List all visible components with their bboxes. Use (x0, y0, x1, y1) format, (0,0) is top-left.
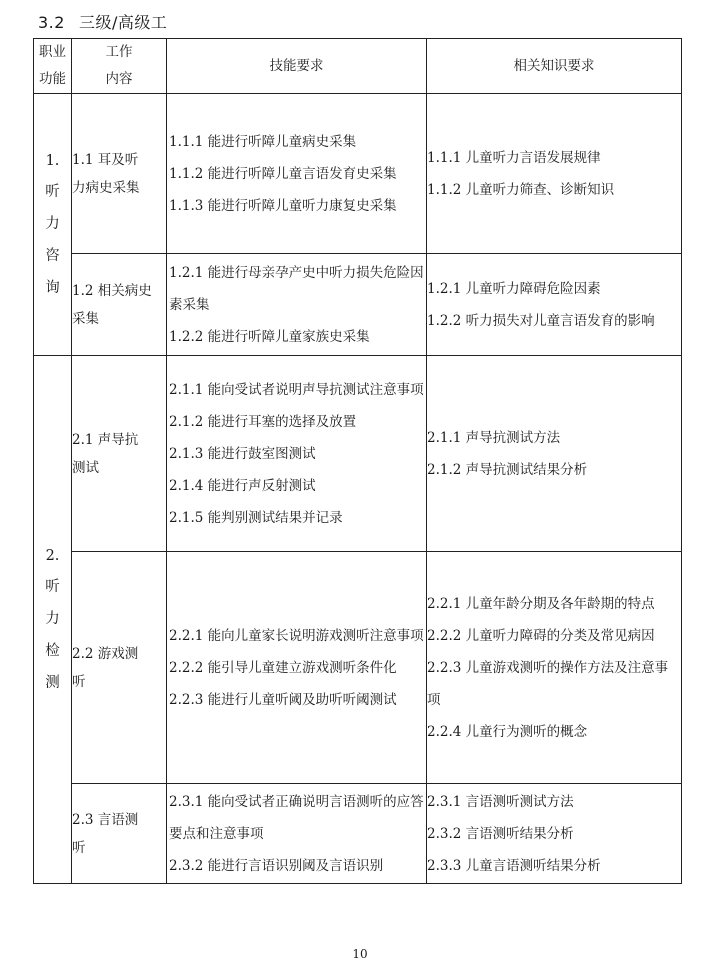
knowledge-item: 2.2.2 儿童听力障碍的分类及常见病因 (427, 627, 655, 644)
skill-item: 1.1.1 能进行听障儿童病史采集 (169, 133, 357, 150)
knowledge-item: 1.2.1 儿童听力障碍危险因素 (427, 280, 601, 297)
work-content-line: 测试 (72, 459, 99, 476)
skills-standard-table (33, 38, 682, 884)
knowledge-cell (427, 254, 682, 356)
skill-item: 1.2.1 能进行母亲孕产史中听力损失危险因素采集 (169, 264, 424, 313)
knowledge-item: 2.2.3 儿童游戏测听的操作方法及注意事项 (427, 659, 669, 708)
skill-item: 2.2.3 能进行儿童听阈及助听听阈测试 (169, 691, 397, 708)
knowledge-item: 1.2.2 听力损失对儿童言语发育的影响 (427, 312, 655, 329)
section-heading (38, 10, 167, 33)
role-1-line: 力 (45, 215, 60, 232)
skills-cell (167, 784, 427, 884)
work-content-cell (72, 254, 167, 356)
skill-item: 2.1.2 能进行耳塞的选择及放置 (169, 413, 357, 430)
work-content-cell (72, 784, 167, 884)
header-role-line1: 职业 (39, 44, 66, 60)
skill-item: 2.2.2 能引导儿童建立游戏测听条件化 (169, 659, 397, 676)
role-1-line: 询 (45, 279, 60, 296)
role-1-line: 听 (45, 183, 60, 200)
skill-item: 2.1.5 能判别测试结果并记录 (169, 509, 343, 526)
knowledge-item: 1.1.1 儿童听力言语发展规律 (427, 149, 601, 166)
skill-item: 2.2.1 能向儿童家长说明游戏测听注意事项 (169, 627, 424, 644)
skill-item: 2.3.2 能进行言语识别阈及言语识别 (169, 857, 384, 874)
knowledge-cell (427, 784, 682, 884)
work-content-line: 2.3 言语测 (72, 811, 139, 828)
knowledge-item: 2.3.2 言语测听结果分析 (427, 825, 574, 842)
role-cell-1 (34, 94, 72, 356)
work-content-line: 听 (72, 673, 86, 690)
skill-item: 2.1.3 能进行鼓室图测试 (169, 445, 316, 462)
work-content-cell (72, 94, 167, 254)
role-2-line: 力 (45, 610, 60, 627)
skill-item: 1.1.3 能进行听障儿童听力康复史采集 (169, 197, 397, 214)
table-row (34, 356, 682, 552)
role-2-line: 2. (45, 547, 60, 564)
section-number: 3.2 (38, 13, 65, 32)
work-content-line: 力病史采集 (72, 179, 140, 196)
header-content-line2: 内容 (105, 71, 133, 87)
role-2-line: 检 (45, 642, 60, 659)
skills-cell (167, 94, 427, 254)
knowledge-item: 2.2.1 儿童年龄分期及各年龄期的特点 (427, 595, 655, 612)
work-content-cell (72, 356, 167, 552)
page-number: 10 (352, 947, 368, 961)
role-1-line: 1. (45, 152, 60, 169)
table-row (34, 94, 682, 254)
role-cell-2 (34, 356, 72, 884)
header-role (34, 39, 72, 94)
skill-item: 1.2.2 能进行听障儿童家族史采集 (169, 328, 370, 345)
header-content (72, 39, 167, 94)
header-content-line1: 工作 (105, 44, 133, 60)
knowledge-item: 2.3.1 言语测听测试方法 (427, 793, 574, 810)
skills-cell (167, 552, 427, 784)
skills-cell (167, 356, 427, 552)
skills-cell (167, 254, 427, 356)
knowledge-cell (427, 356, 682, 552)
work-content-line: 听 (72, 839, 86, 856)
table-row (34, 784, 682, 884)
header-skills: 技能要求 (167, 39, 427, 94)
header-role-line2: 功能 (39, 71, 66, 87)
knowledge-item: 2.2.4 儿童行为测听的概念 (427, 723, 588, 740)
skill-item: 2.1.4 能进行声反射测试 (169, 477, 316, 494)
work-content-line: 1.2 相关病史 (72, 282, 152, 299)
knowledge-cell (427, 552, 682, 784)
table-row (34, 254, 682, 356)
table-row (34, 552, 682, 784)
skill-item: 1.1.2 能进行听障儿童言语发育史采集 (169, 165, 397, 182)
knowledge-cell (427, 94, 682, 254)
role-2-line: 听 (45, 578, 60, 595)
knowledge-item: 2.1.1 声导抗测试方法 (427, 429, 561, 446)
knowledge-item: 1.1.2 儿童听力筛查、诊断知识 (427, 181, 615, 198)
work-content-cell (72, 552, 167, 784)
work-content-line: 2.2 游戏测 (72, 645, 139, 662)
role-1-line: 咨 (45, 247, 60, 264)
work-content-line: 2.1 声导抗 (72, 431, 139, 448)
section-title: 三级/高级工 (78, 13, 168, 32)
header-knowledge: 相关知识要求 (427, 39, 682, 94)
role-2-line: 测 (45, 674, 60, 691)
skill-item: 2.1.1 能向受试者说明声导抗测试注意事项 (169, 381, 424, 398)
knowledge-item: 2.3.3 儿童言语测听结果分析 (427, 857, 601, 874)
work-content-line: 1.1 耳及听 (72, 151, 139, 168)
table-header-row (34, 39, 682, 94)
skill-item: 2.3.1 能向受试者正确说明言语测听的应答要点和注意事项 (169, 793, 424, 842)
knowledge-item: 2.1.2 声导抗测试结果分析 (427, 461, 588, 478)
work-content-line: 采集 (72, 310, 99, 327)
